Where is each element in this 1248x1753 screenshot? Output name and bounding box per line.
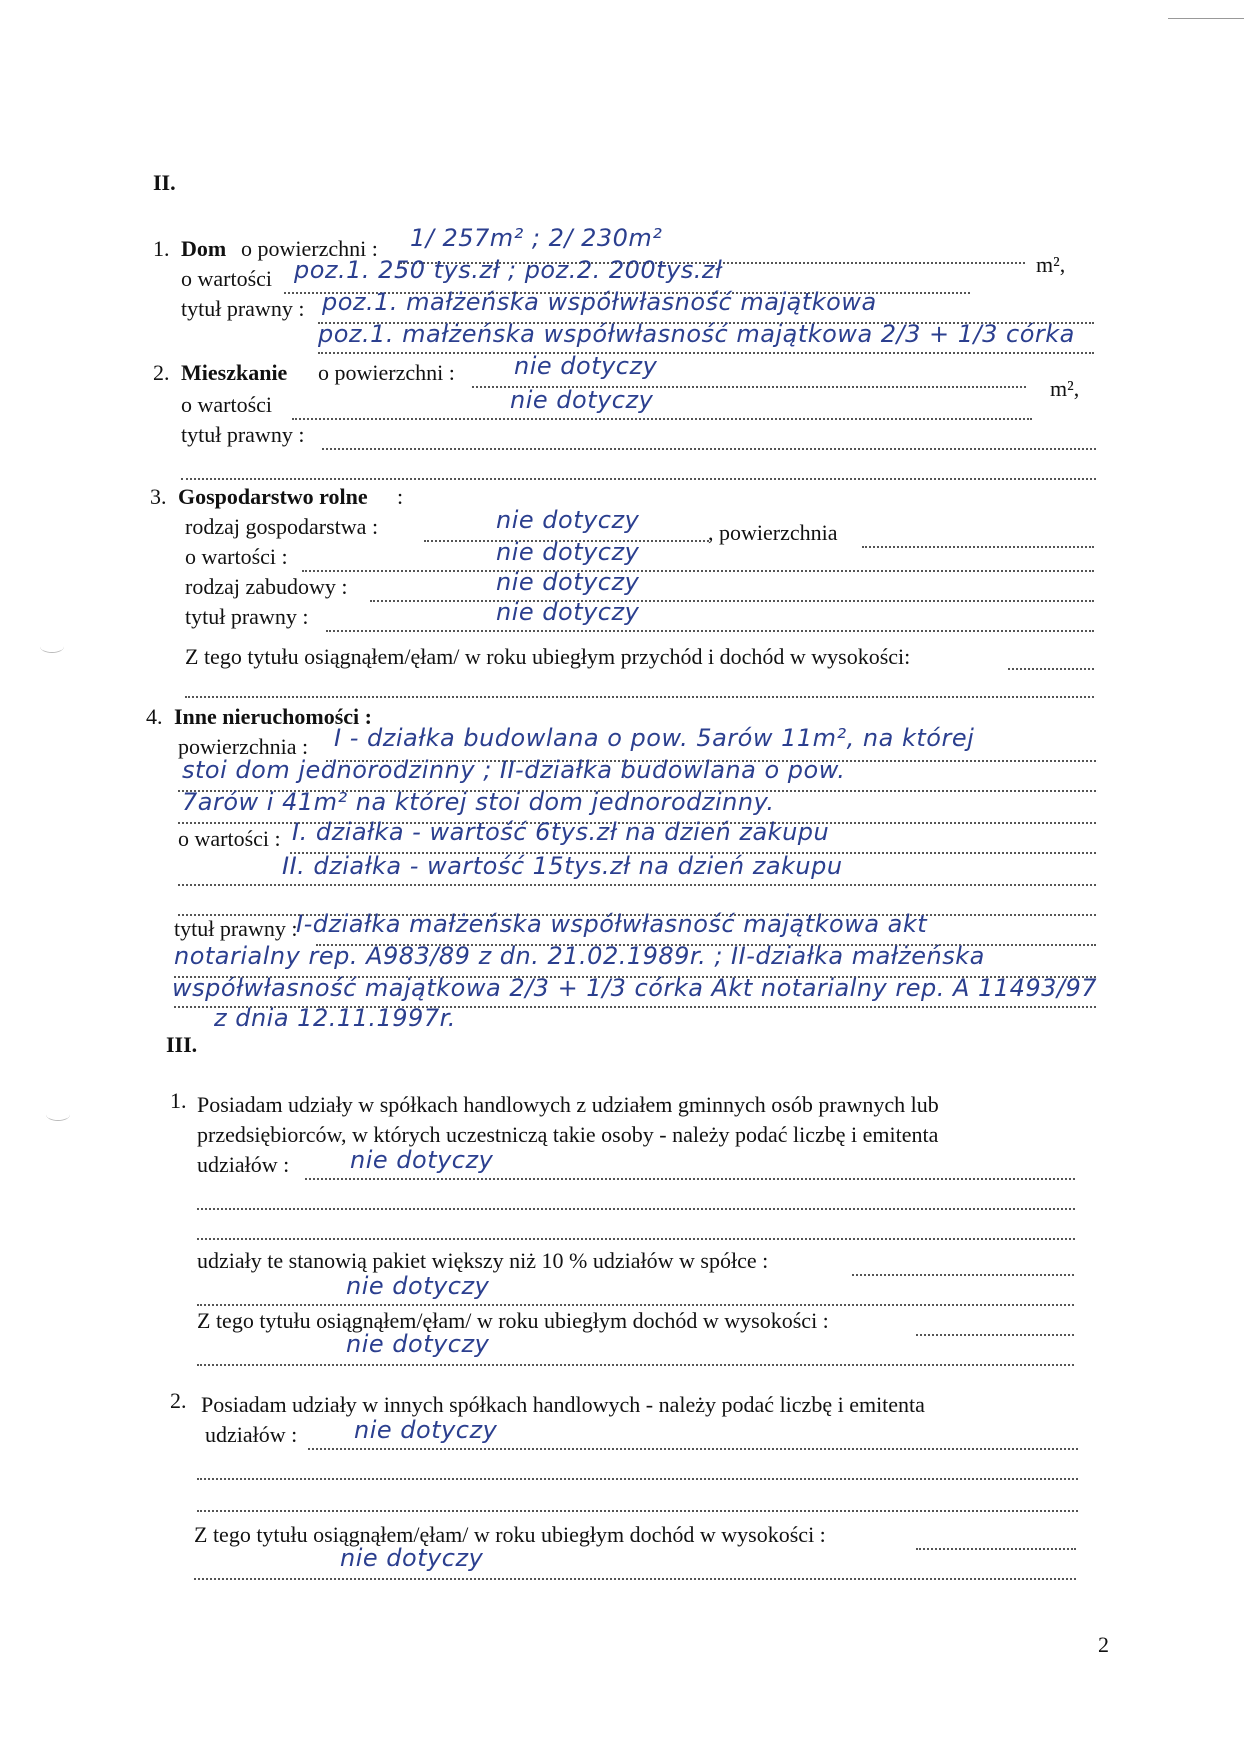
- gospodarstwo-income-label: Z tego tytułu osiągnąłem/ęłam/ w roku ubiegłym przychód i dochód w wysokości:: [185, 644, 911, 669]
- mieszkanie-value-value: nie dotyczy: [510, 386, 654, 414]
- gospodarstwo-title-value: nie dotyczy: [496, 598, 640, 626]
- shares-item2-income-label: Z tego tytułu osiągnąłem/ęłam/ w roku ubiegłym dochód w wysokości :: [194, 1522, 826, 1547]
- gospodarstwo-type-value: nie dotyczy: [496, 506, 640, 534]
- section-heading: II.: [153, 170, 176, 195]
- inne-title: Inne nieruchomości :: [174, 704, 372, 729]
- inne-value-value-1: I. działka - wartość 6tys.zł na dzień zakupu: [292, 818, 830, 846]
- shares-item1-line1: Posiadam udziały w spółkach handlowych z udziałem gminnych osób prawnych lub: [197, 1092, 939, 1117]
- gospodarstwo-title-label: tytuł prawny :: [185, 604, 309, 629]
- punch-hole-mark: [46, 1108, 70, 1121]
- dom-title-value-1: poz.1. małżeńska współwłasność majątkowa: [322, 288, 877, 316]
- item-number: 1.: [170, 1088, 187, 1113]
- dotted-line: [916, 1334, 1074, 1336]
- mieszkanie-area-label: o powierzchni :: [318, 360, 455, 385]
- dom-area-label: o powierzchni :: [241, 236, 378, 261]
- inne-area-value-1: I - działka budowlana o pow. 5arów 11m², na której: [334, 724, 975, 752]
- section-heading: III.: [166, 1032, 198, 1057]
- scan-edge-line: [1168, 18, 1244, 19]
- mieszkanie-title: Mieszkanie: [181, 360, 288, 385]
- mieszkanie-value-label: o wartości: [181, 392, 273, 417]
- dotted-line: [370, 600, 1094, 602]
- shares-item1-line2: przedsiębiorców, w których uczestniczą takie osoby - należy podać liczbę i emitenta: [197, 1122, 939, 1147]
- gospodarstwo-area-label: , powierzchnia: [708, 520, 838, 545]
- dotted-line: [197, 1304, 1074, 1306]
- dotted-line: [185, 696, 1094, 698]
- dom-value-value: poz.1. 250 tys.zł ; poz.2. 200tys.zł: [294, 256, 723, 284]
- dotted-line: [197, 1510, 1078, 1512]
- dotted-line: [181, 478, 1096, 480]
- dotted-line: [305, 1178, 1075, 1180]
- dotted-line: [302, 570, 1094, 572]
- gospodarstwo-value-label: o wartości :: [185, 544, 288, 569]
- inne-title-value-1: I-działka małżeńska współwłasność majątkowa akt: [296, 910, 928, 938]
- gospodarstwo-buildings-label: rodzaj zabudowy :: [185, 574, 348, 599]
- shares-item1-income-label: Z tego tytułu osiągnąłem/ęłam/ w roku ubiegłym dochód w wysokości :: [197, 1308, 829, 1333]
- item-number: 2.: [170, 1388, 187, 1413]
- shares-item2-income-value: nie dotyczy: [340, 1544, 484, 1572]
- inne-area-label: powierzchnia :: [178, 734, 309, 759]
- mieszkanie-area-unit: m²,: [1050, 376, 1080, 401]
- shares-item1-label: udziałów :: [197, 1152, 290, 1177]
- dom-value-label: o wartości: [181, 266, 273, 291]
- shares-item1-income-value: nie dotyczy: [346, 1330, 490, 1358]
- dom-area-value: 1/ 257m² ; 2/ 230m²: [410, 224, 663, 252]
- gospodarstwo-type-label: rodzaj gospodarstwa :: [185, 514, 379, 539]
- item-number: 2.: [153, 360, 170, 385]
- shares-item2-label: udziałów :: [205, 1422, 298, 1447]
- shares-item1-value: nie dotyczy: [350, 1146, 494, 1174]
- dotted-line: [178, 884, 1096, 886]
- dom-title-label: tytuł prawny :: [181, 296, 305, 321]
- inne-title-label: tytuł prawny :: [174, 916, 298, 941]
- dotted-line: [308, 1448, 1078, 1450]
- inne-value-value-2: II. działka - wartość 15tys.zł na dzień zakupu: [282, 852, 843, 880]
- item-number: 3.: [150, 484, 167, 509]
- item-number: 4.: [146, 704, 163, 729]
- mieszkanie-area-value: nie dotyczy: [514, 352, 658, 380]
- dotted-line: [326, 630, 1094, 632]
- inne-title-value-4: z dnia 12.11.1997r.: [214, 1004, 456, 1032]
- colon: :: [397, 484, 404, 509]
- inne-area-value-3: 7arów i 41m² na której stoi dom jednorodzinny.: [182, 788, 775, 816]
- gospodarstwo-title: Gospodarstwo rolne: [178, 484, 368, 509]
- item-number: 1.: [153, 236, 170, 261]
- shares-item1-packet-value: nie dotyczy: [346, 1272, 490, 1300]
- shares-item1-packet-label: udziały te stanowią pakiet większy niż 10 % udziałów w spółce :: [197, 1248, 769, 1273]
- mieszkanie-title-label: tytuł prawny :: [181, 422, 305, 447]
- inne-area-value-2: stoi dom jednorodzinny ; II-działka budowlana o pow.: [182, 756, 846, 784]
- dotted-line: [197, 1238, 1075, 1240]
- dotted-line: [916, 1548, 1076, 1550]
- inne-value-label: o wartości :: [178, 826, 281, 851]
- inne-title-value-2: notarialny rep. A983/89 z dn. 21.02.1989r. ; II-działka małżeńska: [174, 942, 985, 970]
- dotted-line: [194, 1578, 1076, 1580]
- dotted-line: [197, 1478, 1078, 1480]
- dotted-line: [197, 1208, 1075, 1210]
- gospodarstwo-value-value: nie dotyczy: [496, 538, 640, 566]
- dotted-line: [292, 418, 1032, 420]
- shares-item2-value: nie dotyczy: [354, 1416, 498, 1444]
- dom-title-value-2: poz.1. małżeńska współwłasność majątkowa 2/3 + 1/3 córka: [318, 320, 1075, 348]
- dotted-line: [1008, 668, 1094, 670]
- dotted-line: [862, 546, 1094, 548]
- dotted-line: [322, 448, 1096, 450]
- dom-area-unit: m²,: [1036, 252, 1066, 277]
- dotted-line: [852, 1274, 1074, 1276]
- dotted-line: [197, 1364, 1074, 1366]
- punch-hole-mark: [40, 640, 64, 653]
- page-number: 2: [1098, 1632, 1109, 1657]
- gospodarstwo-buildings-value: nie dotyczy: [496, 568, 640, 596]
- dom-title: Dom: [181, 236, 227, 261]
- shares-item2-line1: Posiadam udziały w innych spółkach handlowych - należy podać liczbę i emitenta: [201, 1392, 925, 1417]
- dotted-line: [318, 352, 1094, 354]
- inne-title-value-3: współwłasność majątkowa 2/3 + 1/3 córka Akt notarialny rep. A 11493/97: [172, 974, 1098, 1002]
